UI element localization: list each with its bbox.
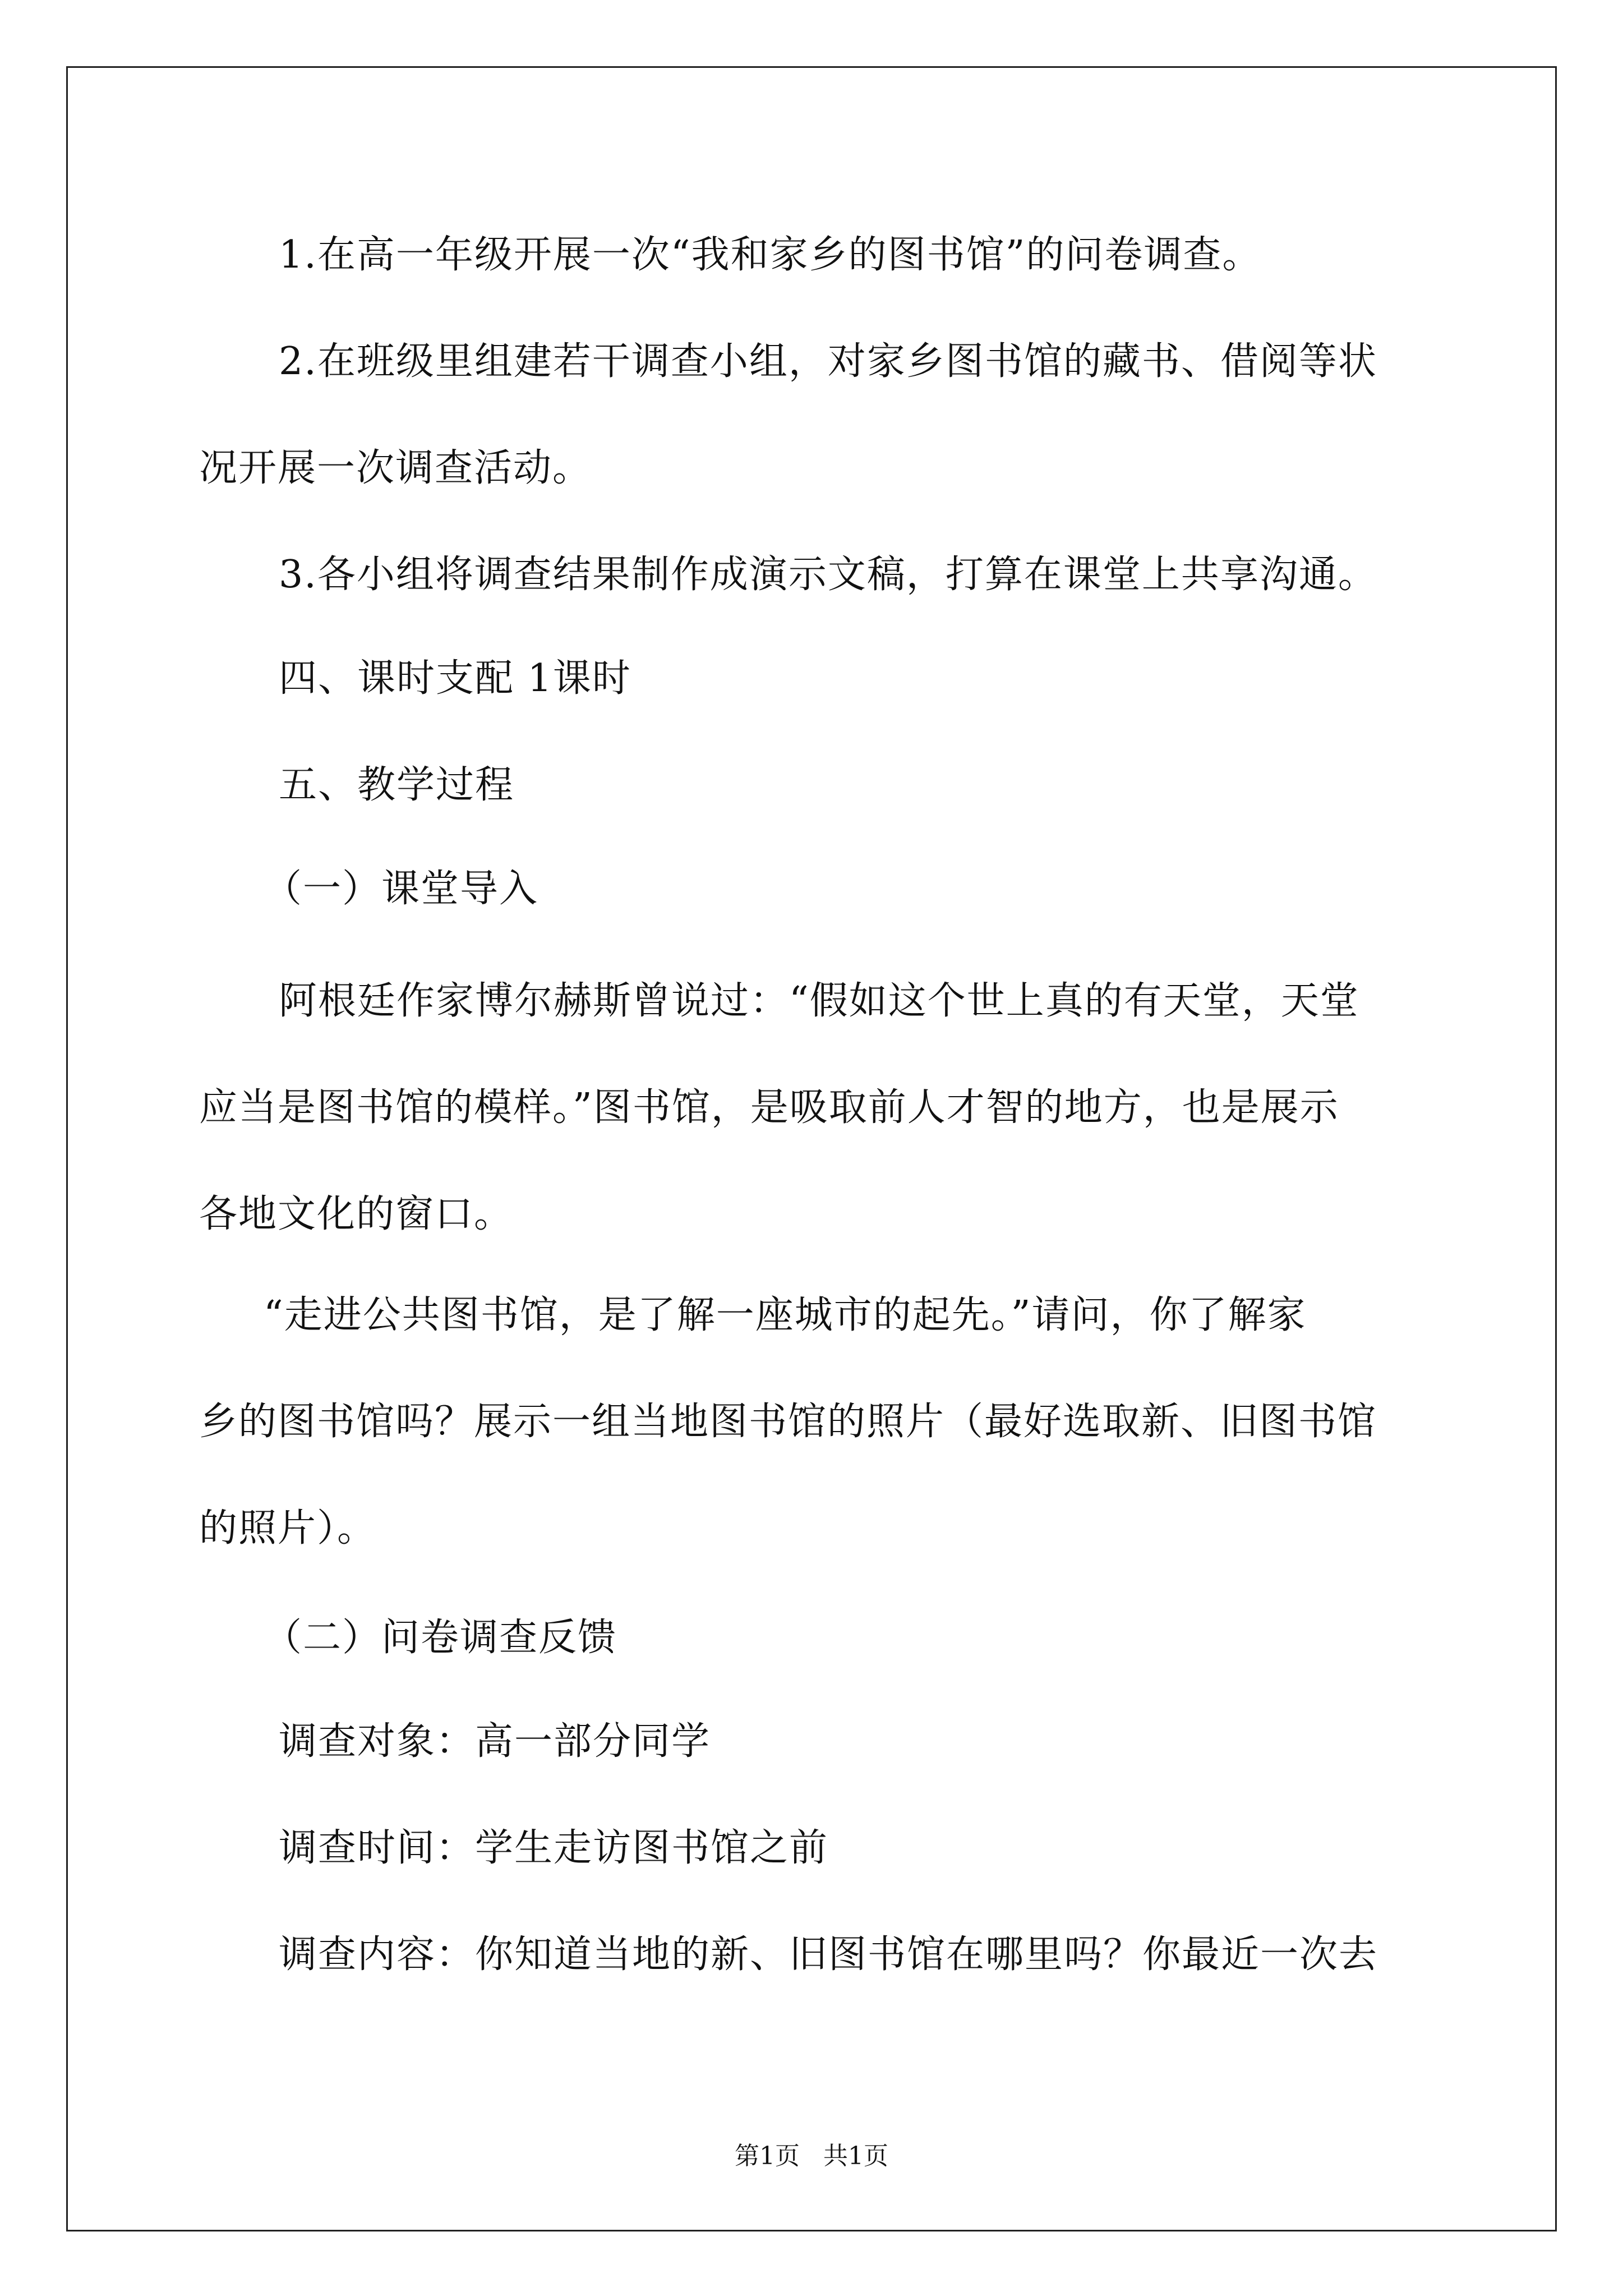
paragraph-line: 2.在班级里组建若干调查小组，对家乡图书馆的藏书、借阅等状 — [279, 339, 1377, 384]
paragraph-line: 1.在高一年级开展一次“我和家乡的图书馆”的问卷调查。 — [279, 233, 1262, 277]
paragraph-line: 调查对象：高一部分同学 — [279, 1719, 711, 1764]
paragraph-line: 的照片）。 — [199, 1506, 377, 1550]
paragraph-line: 调查内容：你知道当地的新、旧图书馆在哪里吗？你最近一次去 — [279, 1932, 1378, 1977]
paragraph-line: 阿根廷作家博尔赫斯曾说过：“假如这个世上真的有天堂，天堂 — [279, 979, 1359, 1023]
section-heading: 五、教学过程 — [279, 763, 515, 807]
subsection-heading: （一）课堂导入 — [264, 867, 539, 911]
subsection-heading: （二）问卷调查反馈 — [264, 1616, 617, 1660]
paragraph-line: 各地文化的窗口。 — [199, 1192, 514, 1236]
paragraph-line: “走进公共图书馆，是了解一座城市的起先。”请问，你了解家 — [264, 1293, 1307, 1337]
section-heading: 四、课时支配 1课时 — [279, 656, 631, 701]
page-border — [66, 66, 1557, 2231]
paragraph-line: 应当是图书馆的模样。”图书馆，是吸取前人才智的地方，也是展示 — [199, 1085, 1339, 1130]
paragraph-line: 调查时间：学生走访图书馆之前 — [279, 1826, 829, 1870]
paragraph-line: 乡的图书馆吗？展示一组当地图书馆的照片（最好选取新、旧图书馆 — [199, 1400, 1377, 1444]
paragraph-line: 况开展一次调查活动。 — [199, 446, 592, 490]
paragraph-line: 3.各小组将调查结果制作成演示文稿，打算在课堂上共享沟通。 — [279, 553, 1377, 597]
page-footer: 第1页 共1页 — [735, 2142, 888, 2170]
